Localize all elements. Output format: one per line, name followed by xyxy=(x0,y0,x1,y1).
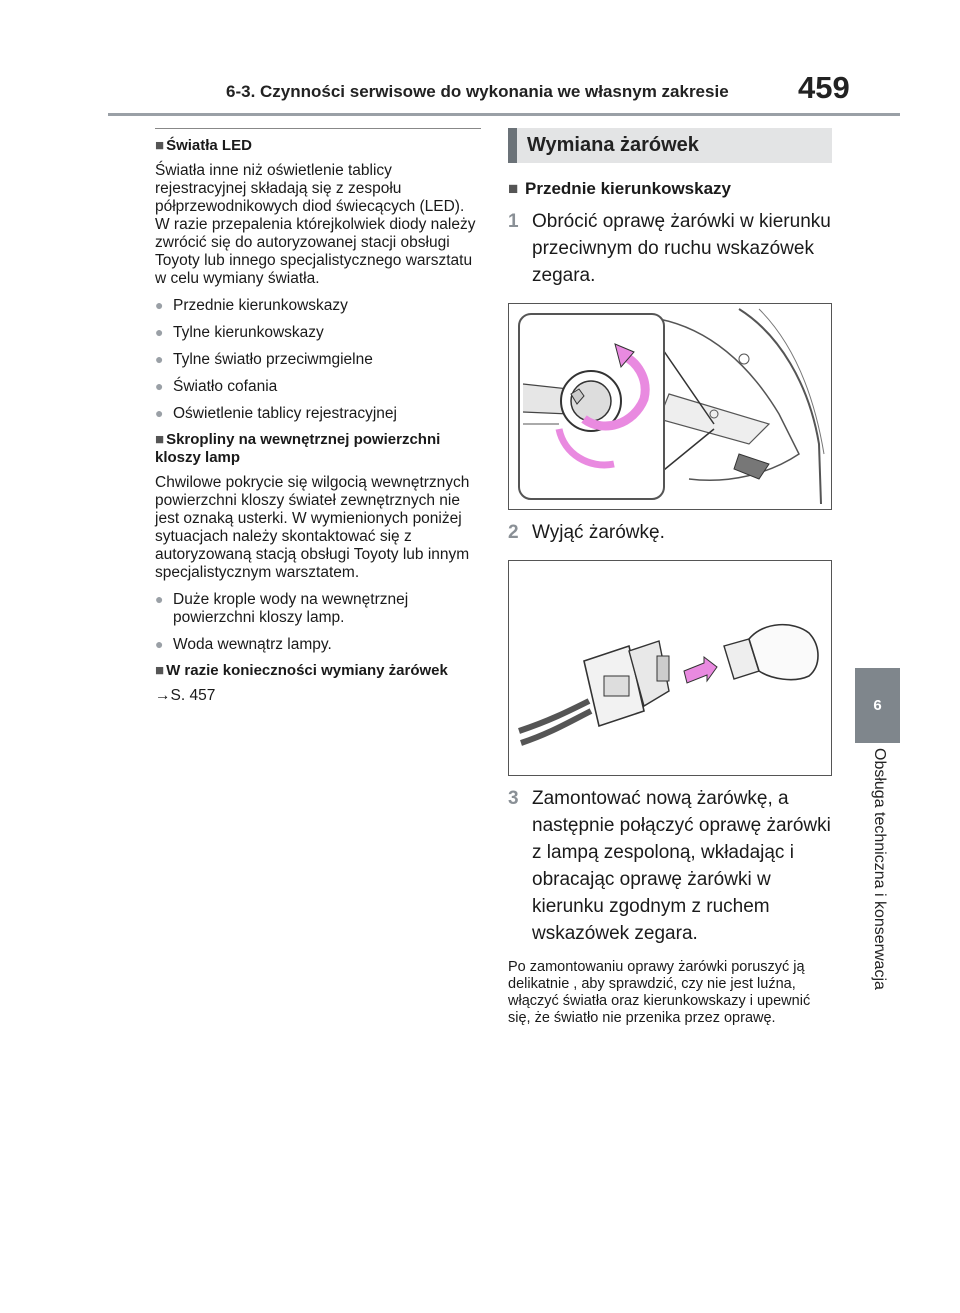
circle-bullet-icon: ● xyxy=(155,351,164,367)
square-bullet-icon: ■ xyxy=(155,431,165,448)
remove-bulb-illustration xyxy=(509,561,831,775)
step-text: Zamontować nową żarówkę, a następnie połączyć oprawę żarówki z lampą zespoloną, wkładając i obracając oprawę żarówki w kierunku zgodnym z ruchem wskazówek zegara. xyxy=(532,788,831,944)
left-column-rule xyxy=(155,128,481,129)
list-item: ● Duże krople wody na wewnętrznej powierzchni kloszy lamp. xyxy=(155,591,409,626)
replacement-heading: ■ W razie konieczności wymiany żarówek xyxy=(155,662,448,679)
condensation-heading: ■ Skropliny na wewnętrznej powierzchni kloszy lamp xyxy=(155,431,441,466)
sub-heading: ■ Przednie kierunkowskazy xyxy=(508,179,731,198)
list-item: ● Tylne światło przeciwmgielne xyxy=(155,351,373,368)
list-item: ● Woda wewnątrz lampy. xyxy=(155,636,332,653)
page-header-title: 6-3. Czynności serwisowe do wykonania we własnym zakresie xyxy=(226,82,729,101)
led-heading: ■ Światła LED xyxy=(155,137,252,154)
condensation-paragraph: Chwilowe pokrycie się wilgocią wewnętrznych powierzchni kloszy świateł zewnętrznych nie jest oznaką usterki. W wymienionych poniżej sytuacjach należy skontaktować się z autoryzowaną stacją obsługi Toyoty lub innym specjalistycznym warsztatem. xyxy=(155,474,470,581)
circle-bullet-icon: ● xyxy=(155,636,164,652)
circle-bullet-icon: ● xyxy=(155,297,164,313)
page-reference-link[interactable]: →S. 457 xyxy=(155,687,216,704)
list-item: ● Tylne kierunkowskazy xyxy=(155,324,324,341)
step-number: 1 xyxy=(508,211,519,232)
step-text: Wyjąć żarówkę. xyxy=(532,522,665,543)
step-number: 2 xyxy=(508,522,519,543)
header-divider xyxy=(108,113,900,116)
list-item: ● Przednie kierunkowskazy xyxy=(155,297,348,314)
chapter-tab-label: Obsługa techniczna i konserwacja xyxy=(871,748,888,990)
figure-rotate-socket xyxy=(508,303,832,510)
step-item xyxy=(508,519,832,546)
list-item: ● Oświetlenie tablicy rejestracyjnej xyxy=(155,405,397,422)
chapter-tab xyxy=(855,668,900,743)
circle-bullet-icon: ● xyxy=(155,591,164,607)
page-number: 459 xyxy=(798,70,850,105)
left-column xyxy=(155,128,481,713)
step-text: Obrócić oprawę żarówki w kierunku przeciwnym do ruchu wskazówek zegara. xyxy=(532,211,831,286)
chapter-tab-number: 6 xyxy=(873,697,882,714)
led-paragraph: Światła inne niż oświetlenie tablicy rejestracyjnej składają się z zespołu półprzewodnikowych diod świecących (LED). W razie przepalenia którejkolwiek diody należy zwrócić się do autoryzowanej stacji obsługi Toyoty lub innego specjalistycznego warsztatu w celu wymiany światła. xyxy=(155,162,476,287)
step-item xyxy=(508,208,832,289)
step-number: 3 xyxy=(508,788,519,809)
circle-bullet-icon: ● xyxy=(155,405,164,421)
rotate-socket-illustration xyxy=(509,304,831,509)
circle-bullet-icon: ● xyxy=(155,378,164,394)
step-item xyxy=(508,785,832,947)
figure-remove-bulb xyxy=(508,560,832,776)
note-paragraph: Po zamontowaniu oprawy żarówki poruszyć ją delikatnie , aby sprawdzić, czy nie jest luźna, włączyć światła oraz kierunkowskazy i upewnić się, że światło nie przenika przez oprawę. xyxy=(508,959,811,1026)
square-bullet-icon: ■ xyxy=(155,662,165,679)
section-title: Wymiana żarówek xyxy=(508,128,832,163)
square-bullet-icon: ■ xyxy=(155,137,165,154)
square-bullet-icon: ■ xyxy=(508,179,519,198)
right-column xyxy=(508,128,832,1027)
circle-bullet-icon: ● xyxy=(155,324,164,340)
list-item: ● Światło cofania xyxy=(155,378,278,395)
